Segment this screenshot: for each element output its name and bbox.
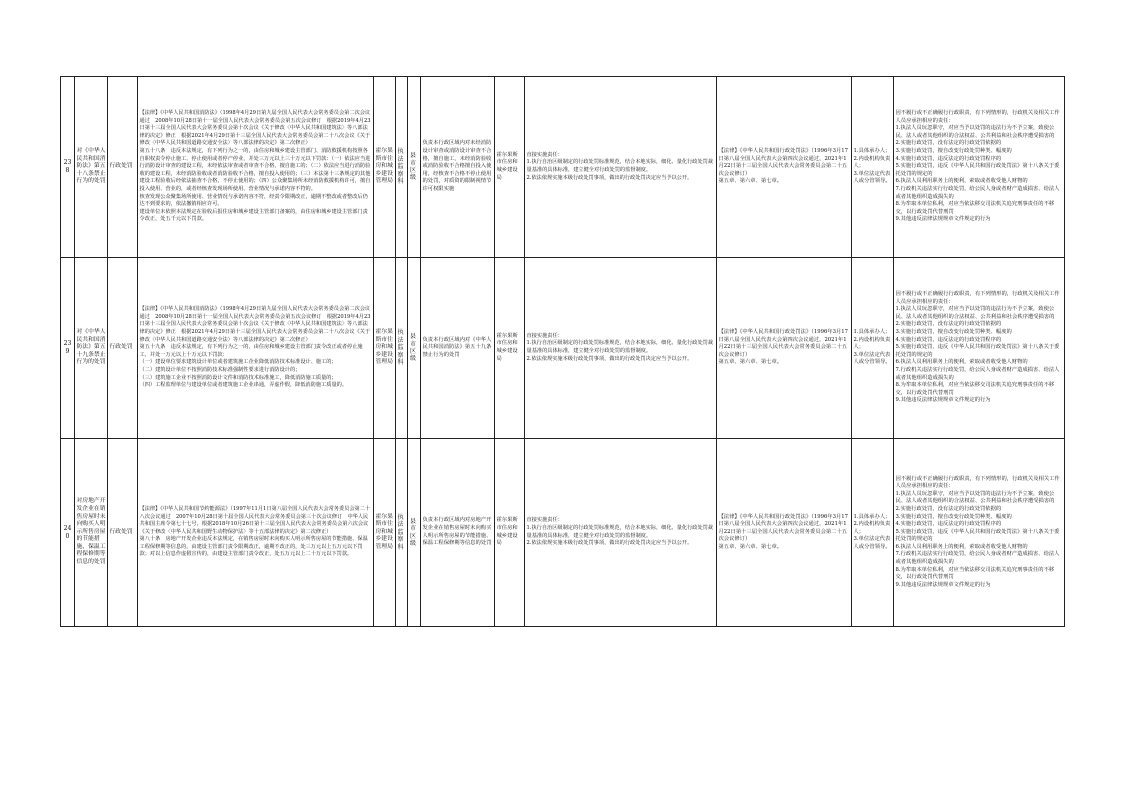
cell-paragraph: 2.实施行政处罚，没有法定的行政处罚依据的 [895,321,1002,328]
cell-paragraph: 4.实施行政处罚，违反法定的行政处罚程序的 [895,155,1002,162]
table-row [61,77,1065,258]
cell-paragraph: 9.其他违反法律法规规章文件规定的行为 [895,397,991,404]
cell-paragraph: 直接实施责任： [526,332,563,339]
cell-paragraph: 直接实施责任： [526,151,563,158]
exercise-level [408,439,421,627]
cell-paragraph: 1.执行自治区级制定的行政处罚标准规范，结合本地实际，细化、量化行政处罚裁量基准的具体标准，建立健全对行政处罚的监督制度。 [526,340,714,354]
cell-paragraph: 因不履行或不正确履行行政职责，有下列情形的，行政机关及相关工作人员应承担相应的责任： [895,110,1060,124]
accountability-cell [894,439,1065,627]
cell-paragraph: 9.其他违反法律法规规章文件规定的行为 [895,216,991,223]
cell-paragraph: 建设单位未依照本法规定在验收后报住房和城乡建设主管部门备案的，由住房和城乡建设主管部门责令改正，处五千元以下罚款。 [139,208,368,223]
responsible-office [396,77,408,258]
cell-paragraph: 3.实施行政处罚，擅自改变行政处罚种类、幅度的 [895,148,1012,155]
cell-paragraph: 3.实施行政处罚，擅自改变行政处罚种类、幅度的 [895,513,1012,520]
cell-paragraph: 2.依法依规实施本级行政处罚事项，做出的行政处罚决定应当予以公开。 [526,174,693,181]
item-type: 行政处罚 [108,439,138,627]
responsible-office-text: 执法监察科 [397,148,404,186]
accountability-cell [894,77,1065,258]
item-number: 238 [61,77,75,258]
duty-basis-cell [717,258,852,439]
responsibility-cell [525,77,717,258]
cell-paragraph: 5.实施行政处罚，违反《中华人民共和国行政处罚法》第十八条关于委托处罚的规定的 [895,344,1060,358]
cell-paragraph: 第五章、第六章、第七章。 [718,359,783,366]
legal-basis-cell [138,258,374,439]
cell-paragraph: 1.执法人员玩忽职守，对应当予以处罚的违法行为不予立案，致使公民、法人或者其他组织的合法权益、公共利益和社会秩序遭受损害的 [895,490,1055,505]
item-name: 对房地产开发企业在销售房屋时未向购买人明示所售房屋的节能措施、保温工程保修期等信息的处罚 [75,439,108,627]
cell-paragraph: 3.实施行政处罚，擅自改变行政处罚种类、幅度的 [895,329,1012,336]
cell-paragraph: 6.执法人员利用职务上的便利，索取或者收受他人财物的 [895,359,1028,366]
duty-subject-cell [852,77,894,258]
cell-paragraph: 8.为牟取本单位私利，对应当依法移交司法机关追究刑事责任的不移交，以行政处罚代替刑罚 [895,566,1055,581]
cell-paragraph: 2.内设机构负责人； [853,336,891,351]
exercise-content: 负责本行政区域内对未经消防设计审查或消防设计审查不合格，擅自施工，未经消防验收或消防验收不合格擅自投入使用，经核查不合格不停止使用的处罚，对质资的限制视情节许可权限实施 [421,77,495,258]
cell-paragraph: 4.实施行政处罚，违反法定的行政处罚程序的 [895,336,1002,343]
cell-paragraph: （三）建筑施工企业不按照消防设计文件和消防技术标准施工，降低消防施工质量的； [139,374,337,381]
item-number: 239 [61,258,75,439]
cell-paragraph: 1.执法人员玩忽职守，对应当予以处罚的违法行为不予立案，致使公民、法人或者其他组织的合法权益、公共利益和社会秩序遭受损害的 [895,306,1055,320]
cell-paragraph: （四）工程监理单位与建设单位或者建筑施工企业串通，弄虚作假，降低消防施工质量的。 [139,382,348,389]
cell-paragraph: 因不履行或不正确履行行政职责，有下列情形的，行政机关及相关工作人员应承担相应的责任： [895,475,1060,490]
cell-paragraph: 7.行政机关违法实行行政处罚，给公民人身或者财产造成损害、给法人或者其他组织造成损失的 [895,366,1060,381]
cell-paragraph: 6.执法人员利用职务上的便利，索取或者收受他人财物的 [895,178,1028,185]
cell-paragraph: 9.其他违反法律法规规章文件规定的行为 [895,581,991,588]
cell-paragraph: 6.执法人员利用职务上的便利，索取或者收受他人财物的 [895,543,1028,550]
cell-paragraph: 1.具体承办人； [853,513,891,520]
item-name: 对《中华人民共和国消防法》第五十九条禁止行为的处罚 [75,258,108,439]
cell-paragraph: 【法律】《中华人民共和国节约能源法》（1997年11月1日第八届全国人民代表大会常务委员会第二十八次会议通过 2007年10月28日第十届全国人民代表大会常务委员会第三十次会议修订 中华人民共和国主席令第七十七号，根据2018年10月26日第十三届全国人民代表大会常务委员会第六次会议《关于修改〈中华人民共和国野生动物保护法〉等十五部法律的决定》第二次修正） [139,505,371,535]
cell-paragraph: 【法律】《中华人民共和国行政处罚法》（1996年3月17日第八届全国人民代表大会第四次会议通过，2021年1月22日第十三届全国人民代表大会常务委员会第二十五次会议修订） [718,513,849,543]
table-row [61,439,1065,627]
legal-basis-cell [138,439,374,627]
item-name: 对《中华人民共和国消防法》第五十八条禁止行为的处罚 [75,77,108,258]
cell-paragraph: （二）建筑设计单位不按照消防技术标准强制性要求进行消防设计的； [139,366,301,373]
exercise-level-text: 县市区级 [410,152,417,182]
item-number: 240 [61,439,75,627]
cell-paragraph: 第五十八条 违反本法规定，有下列行为之一的，由住房和城乡建设主管部门、消防救援机构按照各自职权责令停止施工、停止使用或者停产停业，并处三万元以上三十万元以下罚款：（一）依法应当进行消防设计审查的建设工程，未经依法审查或者审查不合格，擅自施工的；（二）依法应当进行消防验收的建设工程，未经消防验收或者消防验收不合格，擅自投入使用的；（三）本法第十三条规定的其他建设工程验收后经依法抽查不合格，不停止使用的；（四）公众聚集场所未经消防救援机构许可，擅自投入使用、营业的，或者经核查发现场所使用、营业情况与承诺内容不符的。 [139,148,371,192]
power-list-table [60,76,1065,627]
cell-paragraph: 1.执法人员玩忽职守，对应当予以处罚的违法行为不予立案，致使公民、法人或者其他组织的合法权益、公共利益和社会秩序遭受损害的 [895,125,1055,139]
cell-paragraph: 4.实施行政处罚，违反法定的行政处罚程序的 [895,521,1002,528]
duty-basis-cell [717,77,852,258]
cell-paragraph: 1.具体承办人； [853,329,891,336]
cell-paragraph: 1.执行自治区级制定的行政处罚标准规范，结合本地实际，细化、量化行政处罚裁量基准的具体标准，建立健全对行政处罚的监督制度。 [526,524,714,539]
exercise-level [408,258,421,439]
duty-basis-cell [717,439,852,627]
cell-paragraph: 第五章、第六章、第七章。 [718,543,783,550]
cell-paragraph: 7.行政机关违法实行行政处罚，给公民人身或者财产造成损害、给法人或者其他组织造成损失的 [895,551,1060,566]
cell-paragraph: 5.实施行政处罚，违反《中华人民共和国行政处罚法》第十八条关于委托处罚的规定的 [895,163,1060,177]
cell-paragraph: 第五章、第六章、第七章。 [718,178,783,185]
cell-paragraph: 第五十九条 违反本法规定，有下列行为之一的，由住房和城乡建设主管部门责令改正或者停止施工，并处一万元以上十万元以下罚款： [139,344,363,358]
responsibility-cell [525,439,717,627]
cell-paragraph: 2.内设机构负责人； [853,521,891,535]
cell-paragraph: 7.行政机关违法实行行政处罚，给公民人身或者财产造成损害、给法人或者其他组织造成损失的 [895,185,1060,200]
table-row [61,258,1065,439]
responsible-office-text: 执法监察科 [397,329,404,367]
item-type: 行政处罚 [108,77,138,258]
cell-paragraph: 3.单位法定代表人或分管领导。 [853,536,891,550]
cell-paragraph: 8.为牟取本单位私利，对应当依法移交司法机关追究刑事责任的不移交，以行政处罚代替刑罚 [895,382,1055,396]
cell-paragraph: 2.实施行政处罚，没有法定的行政处罚依据的 [895,505,1002,512]
duty-subject-cell [852,258,894,439]
exercise-level-text: 县市区级 [410,517,417,547]
implementing-department: 霍尔果斯市住房和城乡建设管理局 [374,439,396,627]
exercise-content: 负责本行政区域内对房地产开发企业在销售房屋时未向购买人明示所售房屋的节能措施、保温工程保修期等信息的处罚 [421,439,495,627]
cell-paragraph: 直接实施责任： [526,517,563,524]
cell-paragraph: 第八十条 房地产开发企业违反本法规定，在销售房屋时未向购买人明示所售房屋的节能措施、保温工程保修期等信息的，由建设主管部门责令限期改正，逾期不改正的，处三万元以上五万元以下罚款；对以上信息作虚假宣传的，由建设主管部门责令改正，处五万元以上二十万元以下罚款。 [139,536,368,558]
implementing-subject: 霍尔果斯市住房和城乡建设局 [495,77,525,258]
responsible-office-text: 执法监察科 [397,513,404,551]
cell-paragraph: 因不履行或不正确履行行政职责，有下列情形的，行政机关及相关工作人员应承担相应的责任： [895,291,1060,305]
cell-paragraph: 3.单位法定代表人或分管领导。 [853,351,891,366]
cell-paragraph: 【法律】《中华人民共和国行政处罚法》（1996年3月17日第八届全国人民代表大会第四次会议通过，2021年1月22日第十三届全国人民代表大会常务委员会第二十五次会议修订） [718,329,849,358]
responsible-office [396,439,408,627]
cell-paragraph: 【法律】《中华人民共和国消防法》（1998年4月29日第九届全国人民代表大会常务委员会第二次会议通过 2008年10月28日第十一届全国人民代表大会常务委员会第五次会议修订 根据2019年4月23日第十三届全国人民代表大会常务委员会第十次会议《关于修改〈中华人民共和国建筑法〉等八部法律的决定》修正 根据2021年4月29日第十三届全国人民代表大会常务委员会第二十八次会议《关于修改〈中华人民共和国道路交通安全法〉等八部法律的决定》第二次修正） [139,110,371,147]
cell-paragraph: 【法律】《中华人民共和国行政处罚法》（1996年3月17日第八届全国人民代表大会第四次会议通过，2021年1月22日第十三届全国人民代表大会常务委员会第二十五次会议修订） [718,148,849,177]
cell-paragraph: 【法律】《中华人民共和国消防法》（1998年4月29日第九届全国人民代表大会常务委员会第二次会议通过 2008年10月28日第十一届全国人民代表大会常务委员会第五次会议修订 根据2019年4月23日第十三届全国人民代表大会常务委员会第十次会议《关于修改〈中华人民共和国建筑法〉等八部法律的决定》修正 根据2021年4月29日第十三届全国人民代表大会常务委员会第二十八次会议《关于修改〈中华人民共和国道路交通安全法〉等八部法律的决定》第二次修正） [139,306,371,343]
cell-paragraph: 8.为牟取本单位私利，对应当依法移交司法机关追究刑事责任的不移交，以行政处罚代替刑罚 [895,201,1055,215]
legal-basis-cell [138,77,374,258]
accountability-cell [894,258,1065,439]
cell-paragraph: 2.依法依规实施本级行政处罚事项，做出的行政处罚决定应当予以公开。 [526,355,693,362]
exercise-level-text: 县市区级 [410,333,417,363]
cell-paragraph: 3.单位法定代表人或分管领导。 [853,170,891,185]
exercise-level [408,77,421,258]
item-type: 行政处罚 [108,258,138,439]
cell-paragraph: 1.具体承办人； [853,148,891,155]
cell-paragraph: 2.依法依规实施本级行政处罚事项，做出的行政处罚决定应当予以公开。 [526,540,693,547]
cell-paragraph: 2.内设机构负责人； [853,155,891,170]
responsibility-cell [525,258,717,439]
implementing-subject: 霍尔果斯市住房和城乡建设局 [495,258,525,439]
implementing-department: 霍尔果斯市住房和城乡建设管理局 [374,77,396,258]
duty-subject-cell [852,439,894,627]
cell-paragraph: 核查发现公众聚集场所使用、营业情况与承诺内容不符，经责令限期改正，逾期不整改或者整改后仍达不到要求的，依法撤销相应许可。 [139,193,368,208]
cell-paragraph: （一）建设单位要求建筑设计单位或者建筑施工企业降低消防技术标准设计、施工的； [139,359,337,366]
exercise-content: 负责本行政区域内对《中华人民共和国消防法》第五十九条禁止行为的处罚 [421,258,495,439]
responsible-office [396,258,408,439]
implementing-department: 霍尔果斯市住房和城乡建设管理局 [374,258,396,439]
cell-paragraph: 5.实施行政处罚，违反《中华人民共和国行政处罚法》第十八条关于委托处罚的规定的 [895,528,1060,543]
cell-paragraph: 2.实施行政处罚，没有法定的行政处罚依据的 [895,140,1002,147]
cell-paragraph: 1.执行自治区级制定的行政处罚标准规范，结合本地实际，细化、量化行政处罚裁量基准的具体标准，建立健全对行政处罚的监督制度。 [526,159,714,173]
implementing-subject: 霍尔果斯市住房和城乡建设局 [495,439,525,627]
